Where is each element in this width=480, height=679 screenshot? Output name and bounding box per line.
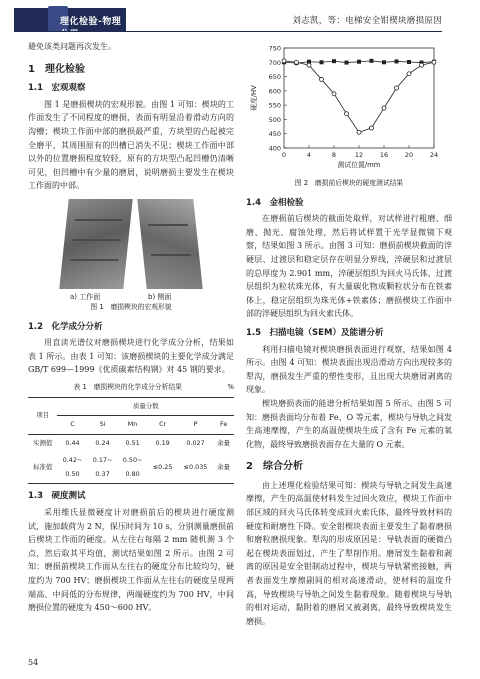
- table-cell: 0.027: [186, 438, 205, 447]
- y-tick-label: 750: [268, 44, 281, 53]
- hardness-chart-svg: [246, 40, 452, 175]
- section-1-5-text-b: 楔块磨损表面的能谱分析结果如图 5 所示。由图 5 可知：磨损表面均分布着 Fe、O 等元素，楔块与导轨之间发生高速摩擦，产生的高温使楔块生成了含有 Fe 元素的氧化物，最终导致磨损表面存在大量的 O 元素。: [246, 398, 452, 449]
- table-row: [28, 452, 234, 484]
- figure-1a-label: a) 工作面: [70, 292, 101, 301]
- left-column: [28, 40, 234, 615]
- section-1-5-text-a: 利用扫描电镜对楔块磨损表面进行观察，结果如图 4 所示。由图 4 可知：楔块表面出现沿滑动方向出现较多的犁沟，磨损发生严重的塑性变形，且出现大块磨屑剥离的现象。: [246, 344, 452, 395]
- series-1-point: [357, 60, 361, 64]
- section-1-3-text: 采用维氏显微硬度计对磨损前后的楔块进行硬度测试，施加载荷为 2 N，保压时间为 10 s，分别测量磨损前后楔块工作面的硬度。从左往右每隔 2 mm 随机测 3 个点，然后取其平均值，测试结果如图 2 所示。由图 2 可知：磨损前楔块工作面从左往右的硬度分布比较均匀，硬度约为 700 HV；磨损楔块工作面从左往右的硬度呈现两端高、中间低的分布规律，两端硬度约为 700 HV，中间磨损位置的硬度为 450～600 HV。: [28, 508, 234, 613]
- y-tick-label: 700: [268, 58, 281, 67]
- series-1-point: [395, 59, 399, 63]
- section-2-text: 由上述理化检验结果可知：楔块与导轨之间发生高速摩擦，产生的高温使材料发生过回火效应，楔块工作面中部区域的回火马氏体转变成回火索氏体，最终导致材料的硬度和耐磨性下降。安全钳楔块表面主要发生了黏着磨损和磨粒磨损现象。犁沟的形成原因是：导轨表面的硬微凸起在楔块表面划过，产生了犁削作用。磨屑发生黏着和剥离的原因是安全钳制动过程中，楔块与导轨紧密接触，两者表面发生摩擦副间的相对高速滑动，使材料的温度升高，导致楔块与导轨之间发生黏着现象。随着楔块与导轨的相对运动，黏附着的磨屑又被剥离，最终导致楔块发生磨损。: [246, 480, 452, 626]
- series-1-point: [370, 59, 374, 63]
- table-header-item: 项目: [28, 397, 57, 434]
- y-axis-label: 硬度/HV: [250, 85, 258, 111]
- table-cell: ≤0.25: [148, 452, 178, 484]
- figure-1b-photo: [137, 199, 202, 289]
- intro-tail: 避免该类问题再次发生。: [28, 42, 116, 51]
- table-cell: 实测值: [33, 438, 53, 447]
- y-tick-label: 500: [268, 115, 281, 124]
- table-cell: 0.50~ 0.80: [118, 452, 148, 484]
- table-1-title-row: [28, 381, 234, 395]
- table-col-si: Si: [88, 416, 118, 435]
- section-1-2-heading: 1.2 化学成分分析: [28, 321, 103, 332]
- table-cell: 0.24: [95, 438, 110, 447]
- table-1-unit: %: [227, 382, 234, 391]
- table-cell: 0.51: [125, 438, 140, 447]
- journal-logo-text: 理化检验-物理分册: [60, 17, 122, 40]
- table-col-p: P: [178, 416, 214, 435]
- y-tick-label: 400: [268, 144, 281, 153]
- series-2-point: [345, 112, 349, 116]
- x-tick-label: 4: [306, 151, 312, 159]
- table-cell: 余量: [217, 438, 231, 447]
- section-1-4-text: 在磨损前后楔块的截面处取样，对试样进行粗磨、细磨、抛光、腐蚀处理，然后将试样置于光学显微镜下观察，结果如图 3 所示。由图 3 可知：磨损前楔块截面的淬硬层、过渡层和稳定层存在明显分界线，淬硬层和过渡层的总厚度为 2.901 mm，淬硬层组织为回火马氏体，过渡层组织为粒状珠光体，有大量碳化物成颗粒状分布在铁素体上，稳定层组织为珠光体+铁素体；磨损楔块工作面中部的淬硬层组织为回火索氏体。: [246, 214, 452, 319]
- series-2-line: [284, 61, 434, 132]
- x-tick-label: 0: [281, 151, 287, 159]
- x-tick-label: 20: [404, 151, 414, 159]
- x-axis-label: 测试位置/mm: [337, 161, 381, 169]
- section-2-heading: 2 综合分析: [246, 461, 303, 473]
- right-column: [246, 40, 452, 628]
- table-cell: 0.17~ 0.37: [88, 452, 118, 484]
- running-title: 刘志凯，等：电梯安全钳楔块磨损原因: [292, 16, 442, 26]
- series-1-point: [382, 60, 386, 64]
- series-1-point: [332, 59, 336, 63]
- table-cell: 0.44: [65, 438, 80, 447]
- y-tick-label: 450: [268, 130, 281, 139]
- section-1-1-heading: 1.1 宏观观察: [28, 83, 86, 94]
- figure-1-caption: 图 1 磨损楔块的宏观形貌: [90, 302, 172, 311]
- section-1-1-text: 图 1 是磨损楔块的宏观形貌。由图 1 可知：楔块的工作面发生了不同程度的磨损，表面有明显沿着滑动方向的沟槽；楔块工作面中部的磨损最严重，方块型的凸起被完全磨平，其周围原有的凹槽已消失不见；楔块工作面中部以外的位置磨损程度较轻，原有的方块型凸起凹槽仍清晰可见，但凹槽中有少量的磨屑，说明磨损主要发生在楔块工作面的中部。: [28, 99, 234, 191]
- section-1-heading: 1 理化检验: [28, 63, 85, 75]
- table-col-fe: Fe: [213, 416, 234, 435]
- series-1-point: [320, 60, 324, 64]
- table-col-cr: Cr: [148, 416, 178, 435]
- y-tick-label: 550: [268, 101, 281, 110]
- section-1-2-text: 用直读光谱仪对磨损楔块进行化学成分分析，结果如表 1 所示。由表 1 可知：该磨损楔块的主要化学成分满足 GB/T 699—1999《优质碳素结构钢》对 45 钢的要求。: [28, 338, 234, 375]
- table-1: [28, 397, 234, 485]
- series-2-point: [370, 126, 374, 130]
- series-1-point: [407, 60, 411, 64]
- page-number: 54: [28, 658, 39, 667]
- table-cell: ≤0.035: [178, 452, 214, 484]
- series-2-point: [382, 106, 386, 110]
- series-2-point: [307, 63, 311, 67]
- y-tick-label: 600: [268, 87, 281, 96]
- x-tick-label: 8: [331, 151, 337, 159]
- section-1-4-heading: 1.4 金相检验: [246, 197, 304, 208]
- section-1-5-heading: 1.5 扫描电镜（SEM）及能谱分析: [246, 327, 384, 338]
- figure-1b-label: b) 侧面: [148, 292, 172, 301]
- series-2-point: [432, 60, 436, 64]
- table-cell: 余量: [213, 452, 234, 484]
- header-rule: [14, 31, 442, 32]
- table-row: [28, 434, 234, 452]
- hardness-chart: [246, 40, 452, 175]
- table-1-title: 表 1 磨损楔块的化学成分分析结果: [73, 382, 182, 391]
- figure-2-caption: 图 2 磨损前后楔块的硬度测试结果: [294, 179, 404, 187]
- journal-logo: [14, 8, 126, 40]
- x-tick-label: 24: [429, 151, 439, 159]
- series-2-point: [320, 77, 324, 81]
- table-cell: 标准值: [28, 452, 57, 484]
- series-2-point: [332, 92, 336, 96]
- series-2-point: [420, 63, 424, 67]
- figure-1: [28, 199, 234, 299]
- figure-1a-photo: [59, 199, 132, 289]
- section-1-3-heading: 1.3 硬度测试: [28, 491, 86, 502]
- series-2-point: [295, 60, 299, 64]
- table-cell: 0.42~ 0.50: [57, 452, 87, 484]
- table-header-group: 质量分数: [57, 397, 234, 416]
- series-2-point: [395, 86, 399, 90]
- x-tick-label: 12: [354, 151, 364, 159]
- series-2-point: [282, 59, 286, 63]
- series-1-point: [345, 61, 349, 65]
- table-cell: 0.19: [155, 438, 170, 447]
- series-2-point: [357, 130, 361, 134]
- x-tick-label: 16: [379, 151, 389, 159]
- table-col-mn: Mn: [118, 416, 148, 435]
- y-tick-label: 650: [268, 73, 281, 82]
- series-2-point: [407, 72, 411, 76]
- table-col-c: C: [57, 416, 87, 435]
